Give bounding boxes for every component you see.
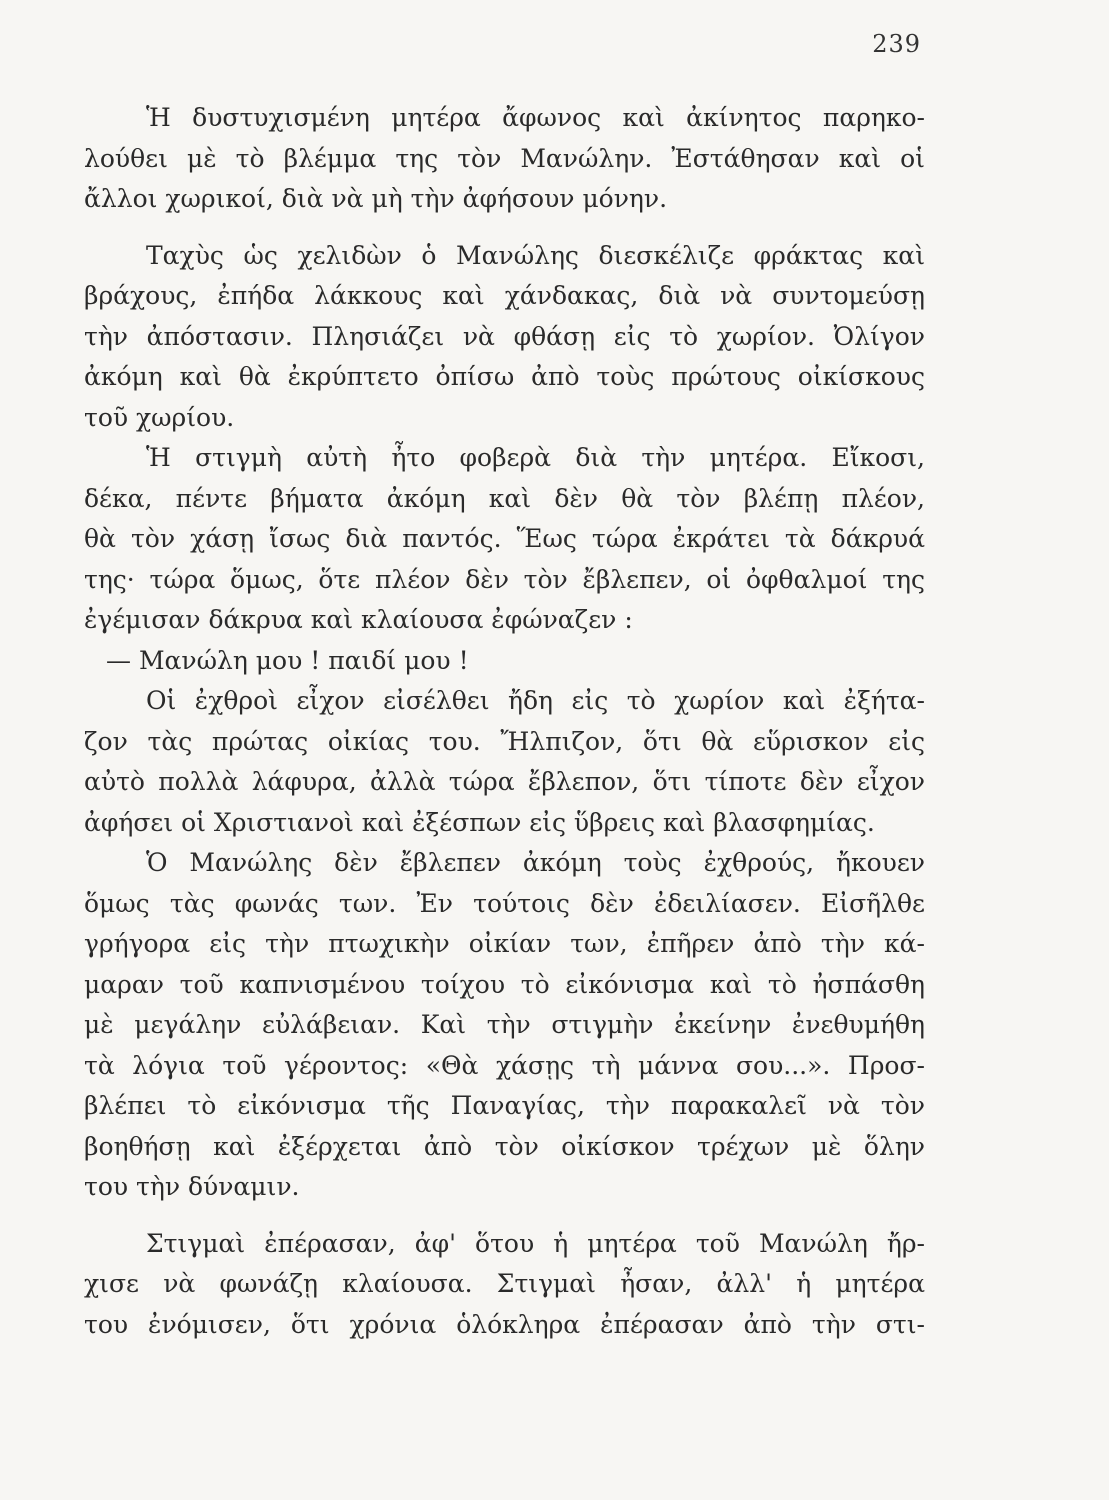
text-line: του τὴν δύναμιν. xyxy=(84,1172,300,1201)
text-line: ἄλλοι χωρικοί, διὰ νὰ μὴ τὴν ἀφήσουν μόνην. xyxy=(84,184,668,213)
text-line: αὐτὸ πολλὰ λάφυρα, ἀλλὰ τώρα ἔβλεπον, ὅτι τίποτε δὲν εἶχον xyxy=(84,767,925,796)
text-line: γρήγορα εἰς τὴν πτωχικὴν οἰκίαν των, ἐπῆρεν ἀπὸ τὴν κά- xyxy=(84,929,925,958)
text-line: Στιγμαὶ ἐπέρασαν, ἀφ' ὅτου ἡ μητέρα τοῦ Μανώλη ἤρ- xyxy=(146,1228,925,1258)
dialogue-line xyxy=(84,641,925,682)
paragraph xyxy=(84,98,925,220)
paragraph-gap xyxy=(84,220,925,236)
text-line: του ἐνόμισεν, ὅτι χρόνια ὁλόκληρα ἐπέρασαν ἀπὸ τὴν στι- xyxy=(84,1309,925,1339)
text-line: λούθει μὲ τὸ βλέμμα της τὸν Μανώλην. Ἐστάθησαν καὶ οἱ xyxy=(84,143,925,173)
text-line: Ταχὺς ὡς χελιδὼν ὁ Μανώλης διεσκέλιζε φράκτας καὶ xyxy=(146,240,925,270)
text-line: Ὁ Μανώλης δὲν ἔβλεπεν ἀκόμη τοὺς ἐχθρούς, ἤκουεν xyxy=(146,848,925,877)
text-line: ἀκόμη καὶ θὰ ἐκρύπτετο ὀπίσω ἀπὸ τοὺς πρώτους οἰκίσκους xyxy=(84,362,925,391)
text-line: τὴν ἀπόστασιν. Πλησιάζει νὰ φθάσῃ εἰς τὸ χωρίον. Ὀλίγον xyxy=(84,321,925,351)
text-line: Οἱ ἐχθροὶ εἶχον εἰσέλθει ἤδη εἰς τὸ χωρίον καὶ ἐξήτα- xyxy=(146,686,925,715)
text-line: θὰ τὸν χάσῃ ἴσως διὰ παντός. Ἕως τώρα ἐκράτει τὰ δάκρυά xyxy=(84,524,925,553)
text-line: τοῦ χωρίου. xyxy=(84,402,235,432)
text-line: δέκα, πέντε βήματα ἀκόμη καὶ δὲν θὰ τὸν βλέπῃ πλέον, xyxy=(84,483,925,513)
text-line: μὲ μεγάλην εὐλάβειαν. Καὶ τὴν στιγμὴν ἐκείνην ἐνεθυμήθη xyxy=(84,1010,925,1039)
text-line: βράχους, ἐπήδα λάκκους καὶ χάνδακας, διὰ νὰ συντομεύσῃ xyxy=(84,281,925,310)
paragraph xyxy=(84,1224,925,1346)
text-line: χισε νὰ φωνάζῃ κλαίουσα. Στιγμαὶ ἦσαν, ἀλλ' ἡ μητέρα xyxy=(84,1269,925,1298)
text-line: τὰ λόγια τοῦ γέροντος: «Θὰ χάσῃς τὴ μάννα σου...». Προσ- xyxy=(84,1050,925,1080)
text-line: της· τώρα ὅμως, ὅτε πλέον δὲν τὸν ἔβλεπεν, οἱ ὀφθαλμοί της xyxy=(84,564,925,594)
text-line: — Μανώλη μου ! παιδί μου ! xyxy=(106,645,469,675)
text-line: ἐγέμισαν δάκρυα καὶ κλαίουσα ἐφώναζεν : xyxy=(84,605,633,634)
paragraph-gap xyxy=(84,1208,925,1224)
text-line: ὅμως τὰς φωνάς των. Ἐν τούτοις δὲν ἐδειλίασεν. Εἰσῆλθε xyxy=(84,888,925,918)
text-line: βλέπει τὸ εἰκόνισμα τῆς Παναγίας, τὴν παρακαλεῖ νὰ τὸν xyxy=(84,1091,925,1120)
paragraph xyxy=(84,438,925,641)
paragraph xyxy=(84,843,925,1208)
paragraph xyxy=(84,681,925,843)
text-line: βοηθήσῃ καὶ ἐξέρχεται ἀπὸ τὸν οἰκίσκον τρέχων μὲ ὅλην xyxy=(84,1131,925,1161)
text-line: ζον τὰς πρώτας οἰκίας του. Ἤλπιζον, ὅτι θὰ εὕρισκον εἰς xyxy=(84,726,925,756)
text-line: μαραν τοῦ καπνισμένου τοίχου τὸ εἰκόνισμα καὶ τὸ ἠσπάσθη xyxy=(84,969,925,999)
body-text xyxy=(84,98,925,1345)
text-line: ἀφήσει οἱ Χριστιανοὶ καὶ ἐξέσπων εἰς ὕβρεις καὶ βλασφημίας. xyxy=(84,807,875,837)
paragraph xyxy=(84,236,925,439)
page-number: 239 xyxy=(872,30,921,58)
text-line: Ἡ στιγμὴ αὐτὴ ἦτο φοβερὰ διὰ τὴν μητέρα. Εἴκοσι, xyxy=(146,443,925,472)
text-line: Ἡ δυστυχισμένη μητέρα ἄφωνος καὶ ἀκίνητος παρηκο- xyxy=(146,103,925,132)
